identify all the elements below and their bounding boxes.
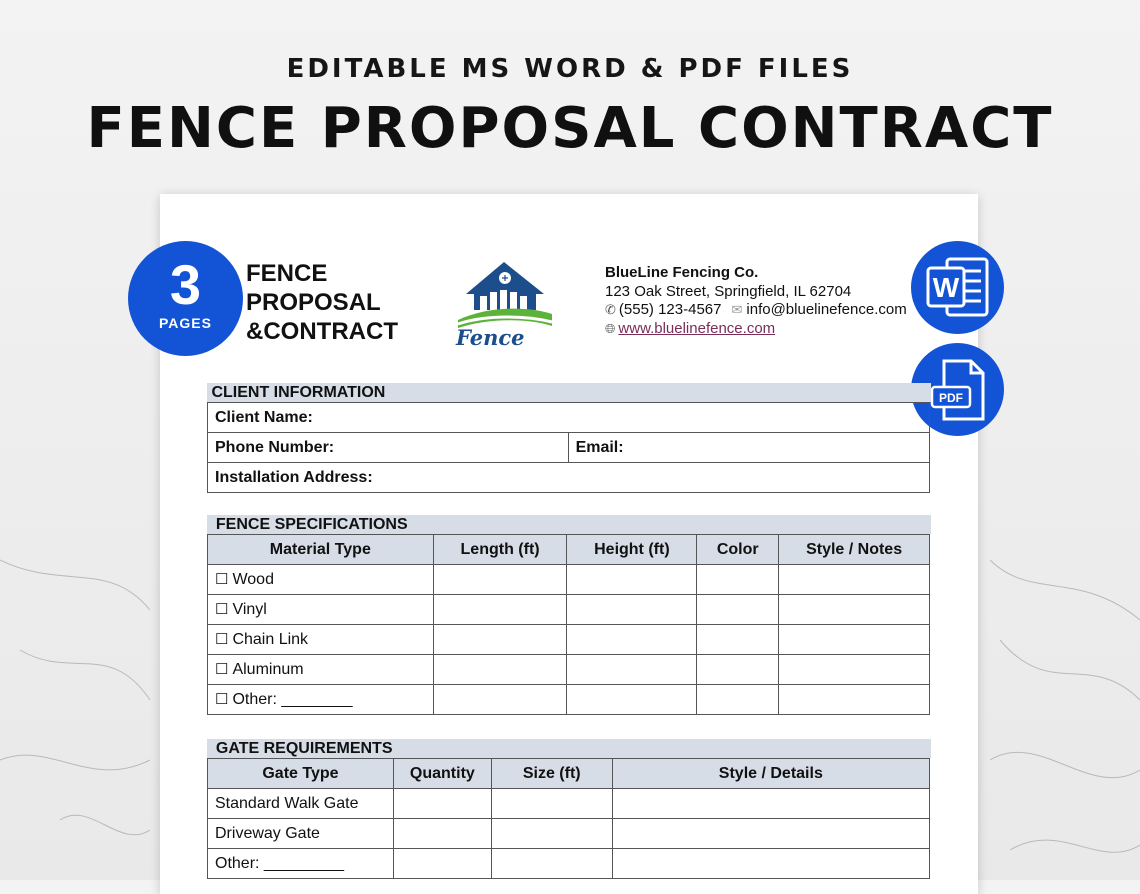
col-color: Color: [697, 535, 779, 565]
col-quantity: Quantity: [393, 759, 491, 789]
col-height: Height (ft): [567, 535, 697, 565]
table-cell[interactable]: [779, 685, 930, 715]
table-cell[interactable]: [393, 789, 491, 819]
table-cell[interactable]: [433, 595, 567, 625]
table-cell[interactable]: [697, 625, 779, 655]
client-info-heading-text: CLIENT INFORMATION: [211, 384, 386, 401]
pdf-label: PDF: [939, 391, 963, 405]
mail-icon: ✉: [731, 302, 743, 317]
gate-type-driveway: Driveway Gate: [208, 819, 394, 849]
table-cell[interactable]: [779, 625, 930, 655]
col-style-notes: Style / Notes: [779, 535, 930, 565]
table-cell[interactable]: [491, 819, 612, 849]
email-field[interactable]: Email:: [568, 433, 929, 463]
document-title-line-1: FENCE: [246, 260, 328, 287]
word-letter: W: [932, 272, 960, 303]
fence-specs-heading: [207, 515, 931, 534]
material-label: Other: ________: [232, 691, 353, 708]
table-cell[interactable]: [779, 655, 930, 685]
word-file-badge: [911, 241, 1004, 334]
company-web-row: [605, 320, 907, 339]
table-cell[interactable]: [612, 849, 929, 879]
table-cell[interactable]: [393, 819, 491, 849]
col-style-details: Style / Details: [612, 759, 929, 789]
checkbox[interactable]: ☐: [215, 631, 229, 648]
company-info: [605, 264, 907, 338]
material-chain-link: [208, 625, 434, 655]
company-name: BlueLine Fencing Co.: [605, 264, 759, 281]
table-cell[interactable]: [491, 789, 612, 819]
material-aluminum: [208, 655, 434, 685]
material-label: Chain Link: [232, 631, 309, 648]
checkbox[interactable]: ☐: [215, 691, 229, 708]
table-cell[interactable]: [697, 655, 779, 685]
col-length: Length (ft): [433, 535, 567, 565]
material-label: Wood: [232, 571, 274, 588]
table-cell[interactable]: [697, 565, 779, 595]
table-cell[interactable]: [491, 849, 612, 879]
table-cell[interactable]: [567, 565, 697, 595]
fence-specs-table: [207, 534, 930, 715]
checkbox[interactable]: ☐: [215, 601, 229, 618]
table-cell[interactable]: [567, 655, 697, 685]
table-cell[interactable]: [779, 595, 930, 625]
installation-address-field[interactable]: Installation Address:: [208, 463, 930, 493]
installation-address-row: [208, 463, 930, 493]
table-cell[interactable]: [779, 565, 930, 595]
fence-specs-header-row: [208, 535, 930, 565]
document-title: [246, 259, 398, 346]
material-other: [208, 685, 434, 715]
table-row: [208, 595, 930, 625]
pages-count-badge: [128, 241, 243, 356]
table-cell[interactable]: [612, 819, 929, 849]
pages-label: PAGES: [159, 315, 212, 331]
document-title-line-2: PROPOSAL: [246, 289, 381, 316]
pages-count: 3: [169, 253, 202, 316]
logo-wordmark: Fence: [456, 325, 525, 350]
col-size: Size (ft): [491, 759, 612, 789]
document-title-line-3: &CONTRACT: [246, 318, 398, 345]
checkbox[interactable]: ☐: [215, 661, 229, 678]
table-cell[interactable]: [433, 685, 567, 715]
gate-reqs-heading-text: GATE REQUIREMENTS: [215, 740, 393, 757]
material-label: Vinyl: [232, 601, 267, 618]
company-phone: (555) 123-4567: [618, 301, 722, 318]
table-row: [208, 849, 930, 879]
company-address: 123 Oak Street, Springfield, IL 62704: [605, 282, 852, 300]
gate-type-other: Other: _________: [208, 849, 394, 879]
table-row: [208, 655, 930, 685]
client-name-field[interactable]: Client Name:: [208, 403, 930, 433]
table-cell[interactable]: [433, 625, 567, 655]
table-row: [208, 625, 930, 655]
banner-title: FENCE PROPOSAL CONTRACT: [86, 96, 1054, 161]
table-row: [208, 819, 930, 849]
material-wood: [208, 565, 434, 595]
word-document-icon: [911, 241, 1004, 334]
table-cell[interactable]: [697, 685, 779, 715]
client-contact-row: [208, 433, 930, 463]
client-info-heading: [207, 383, 931, 402]
fence-specs-heading-text: FENCE SPECIFICATIONS: [215, 516, 408, 533]
material-label: Aluminum: [232, 661, 304, 678]
gate-type-standard: Standard Walk Gate: [208, 789, 394, 819]
gate-reqs-table: [207, 758, 930, 879]
col-gate-type: Gate Type: [208, 759, 394, 789]
gate-reqs-heading: [207, 739, 931, 758]
company-contact-row: [605, 301, 907, 320]
client-info-table: [207, 402, 930, 493]
table-row: [208, 565, 930, 595]
table-cell[interactable]: [567, 685, 697, 715]
phone-icon: ✆: [605, 302, 616, 317]
table-row: [208, 685, 930, 715]
table-row: [208, 789, 930, 819]
material-vinyl: [208, 595, 434, 625]
table-cell[interactable]: [612, 789, 929, 819]
company-email[interactable]: info@bluelinefence.com: [746, 301, 907, 318]
table-cell[interactable]: [697, 595, 779, 625]
col-material-type: Material Type: [208, 535, 434, 565]
table-cell[interactable]: [433, 565, 567, 595]
table-cell[interactable]: [433, 655, 567, 685]
gate-reqs-header-row: [208, 759, 930, 789]
fence-logo: [448, 258, 558, 352]
checkbox[interactable]: ☐: [215, 571, 229, 588]
banner-subtitle: EDITABLE MS WORD & PDF FILES: [286, 54, 854, 84]
globe-icon: 🌐︎: [605, 320, 616, 336]
table-cell[interactable]: [393, 849, 491, 879]
client-name-row: [208, 403, 930, 433]
table-cell[interactable]: [567, 625, 697, 655]
table-cell[interactable]: [567, 595, 697, 625]
company-website-link[interactable]: www.bluelinefence.com: [618, 319, 776, 337]
phone-number-field[interactable]: Phone Number:: [208, 433, 569, 463]
